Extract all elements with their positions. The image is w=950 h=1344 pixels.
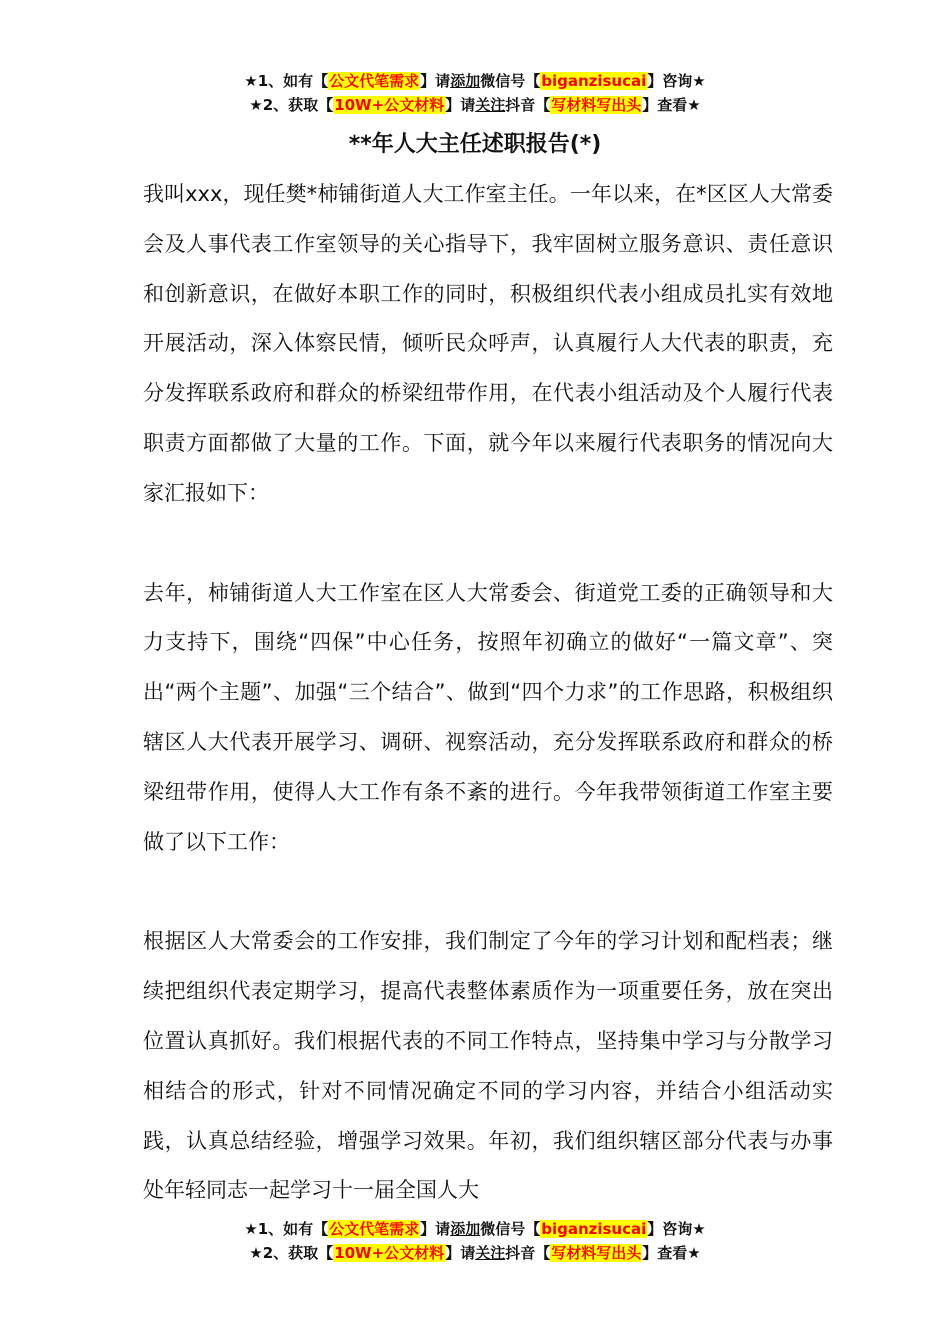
promo-line-1: [0, 69, 950, 93]
promo-text: ★1、如有【: [244, 1220, 329, 1238]
promo-text: 抖音【: [505, 96, 551, 114]
promo-text: ★1、如有【: [244, 72, 329, 90]
promo-highlight: 公文代笔需求: [329, 72, 420, 90]
paragraph-overview: 去年，柿铺街道人大工作室在区人大常委会、街道党工委的正确领导和大力支持下，围绕“四保”中心任务，按照年初确立的做好“一篇文章”、突出“两个主题”、加强“三个结合”、做到“四个力求”的工作思路，积极组织辖区人大代表开展学习、调研、视察活动，充分发挥联系政府和群众的桥梁纽带作用，使得人大工作有条不紊的进行。今年我带领街道工作室主要做了以下工作：: [143, 580, 833, 854]
promo-banner-top: [0, 69, 950, 117]
promo-text: 】请: [420, 1220, 451, 1238]
promo-text: 】咨询★: [647, 72, 706, 90]
promo-line-2: [0, 1241, 950, 1265]
paragraph-study: 根据区人大常委会的工作安排，我们制定了今年的学习计划和配档表；继续把组织代表定期学习，提高代表整体素质作为一项重要任务，放在突出位置认真抓好。我们根据代表的不同工作特点，坚持集中学习与分散学习相结合的形式，针对不同情况确定不同的学习内容，并结合小组活动实践，认真总结经验，增强学习效果。年初，我们组织辖区部分代表与办事处年轻同志一起学习十一届全国人大: [143, 929, 833, 1203]
promo-text: 】查看★: [642, 1244, 701, 1262]
document-title: **年人大主任述职报告(*): [348, 132, 602, 157]
promo-text: 】请: [420, 72, 451, 90]
promo-text: 】请: [445, 1244, 476, 1262]
promo-line-2: [0, 93, 950, 117]
promo-highlight: biganzisucai: [541, 1220, 647, 1238]
promo-underline: 关注: [475, 96, 506, 114]
promo-text: ★2、获取【: [249, 96, 334, 114]
promo-highlight: 公文代笔需求: [329, 1220, 420, 1238]
promo-highlight: 写材料写出头: [551, 96, 642, 114]
promo-line-1: [0, 1217, 950, 1241]
promo-highlight: biganzisucai: [541, 72, 647, 90]
promo-text: 抖音【: [505, 1244, 551, 1262]
paragraph-intro: 我叫xxx，现任樊*柿铺街道人大工作室主任。一年以来，在*区区人大常委会及人事代表工作室领导的关心指导下，我牢固树立服务意识、责任意识和创新意识，在做好本职工作的同时，积极组织代表小组成员扎实有效地开展活动，深入体察民情，倾听民众呼声，认真履行人大代表的职责，充分发挥联系政府和群众的桥梁纽带作用，在代表小组活动及个人履行代表职责方面都做了大量的工作。下面，就今年以来履行代表职务的情况向大家汇报如下：: [143, 182, 833, 505]
promo-underline: 关注: [475, 1244, 506, 1262]
promo-text: 】查看★: [642, 96, 701, 114]
promo-underline: 添加: [450, 72, 481, 90]
promo-underline: 添加: [450, 1220, 481, 1238]
promo-text: ★2、获取【: [249, 1244, 334, 1262]
document-body: [143, 170, 833, 1266]
promo-text: 微信号【: [480, 72, 541, 90]
promo-text: 】请: [445, 96, 476, 114]
promo-highlight: 10W+公文材料: [334, 96, 445, 114]
promo-text: 】咨询★: [647, 1220, 706, 1238]
promo-highlight: 10W+公文材料: [334, 1244, 445, 1262]
promo-text: 微信号【: [480, 1220, 541, 1238]
promo-highlight: 写材料写出头: [551, 1244, 642, 1262]
promo-banner-bottom: [0, 1217, 950, 1265]
